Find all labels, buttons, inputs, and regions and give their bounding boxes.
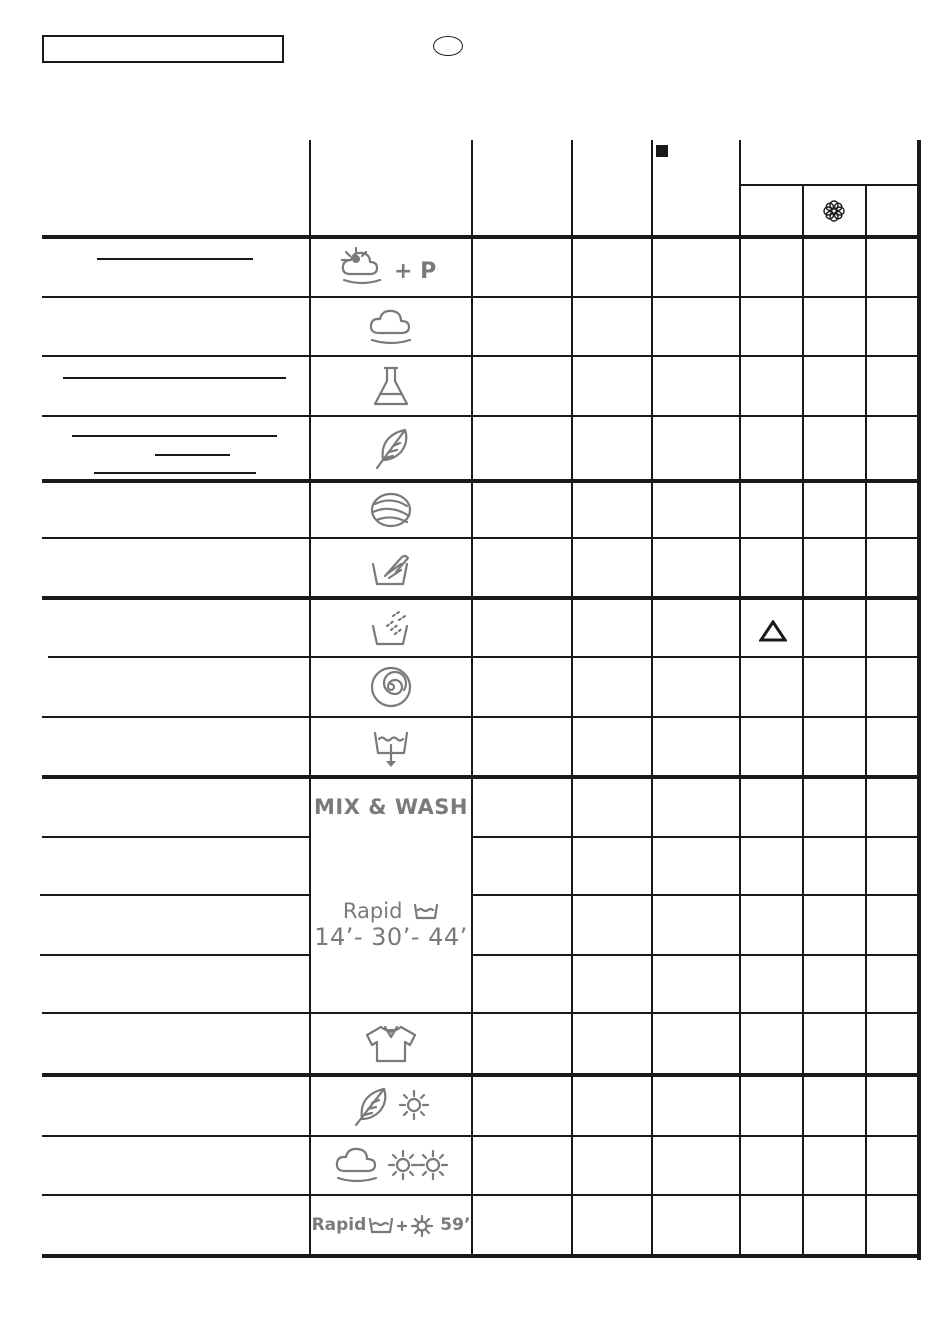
row-rule <box>42 836 310 838</box>
col-divider-5 <box>739 140 741 1255</box>
col-divider-4 <box>651 140 653 1255</box>
row-rule <box>42 716 920 718</box>
spiral-icon <box>310 658 472 716</box>
rapid-59-duration: 59’ <box>440 1215 471 1235</box>
flask-icon <box>310 357 472 415</box>
row-rule <box>42 296 920 298</box>
drain-icon <box>310 718 472 775</box>
rapid-59-symbol <box>310 1196 472 1254</box>
row-rule <box>42 537 920 539</box>
header-title-box <box>42 35 284 63</box>
row-rule <box>40 954 310 956</box>
header-bottom-rule <box>42 235 920 239</box>
rapid-durations: 14’- 30’- 44’ <box>314 923 468 951</box>
sun-cloud-p-icon <box>310 238 472 296</box>
col-divider-6 <box>802 185 804 1255</box>
label-underline <box>155 454 230 456</box>
shower-icon <box>310 599 472 656</box>
mix-and-wash-label <box>310 778 472 836</box>
rapid-59-text: Rapid <box>311 1215 367 1235</box>
label-underline <box>97 258 253 260</box>
section-rule-4 <box>42 1073 920 1077</box>
row-rule <box>42 1135 920 1137</box>
row-symbol-text: + P <box>394 259 437 284</box>
hand-wash-icon <box>310 539 472 596</box>
feather-icon <box>310 417 472 479</box>
triangle-warning-icon <box>759 620 787 642</box>
row-rule <box>42 1012 920 1014</box>
cloud-icon <box>310 298 472 355</box>
row-rule <box>471 894 920 896</box>
wool-icon <box>310 482 472 537</box>
table-right-border <box>917 140 921 1260</box>
row-rule <box>471 954 920 956</box>
label-underline <box>94 472 256 474</box>
tub-icon <box>413 902 439 920</box>
section-rule-1 <box>42 479 920 483</box>
row-rule <box>40 894 310 896</box>
header-subdivider <box>739 184 919 186</box>
rapid-text: Rapid <box>342 899 403 923</box>
row-rule <box>42 415 920 417</box>
row-rule <box>48 656 920 658</box>
cloud-two-suns-icon <box>310 1137 472 1194</box>
table-bottom-rule <box>42 1254 920 1258</box>
tub-plus-sun-icon <box>368 1214 438 1236</box>
shirt-icon <box>310 1014 472 1073</box>
black-square-icon <box>656 145 668 157</box>
section-rule-3 <box>42 775 920 779</box>
row-rule <box>42 355 920 357</box>
section-rule-2 <box>42 596 920 600</box>
row-rule <box>42 1194 920 1196</box>
flower-icon <box>822 199 846 223</box>
col-divider-7 <box>865 185 867 1255</box>
rapid-group-symbol <box>310 838 472 1012</box>
label-underline <box>63 377 286 379</box>
label-underline <box>72 435 277 437</box>
mix-and-wash-text: MIX & WASH <box>313 795 468 819</box>
language-badge <box>433 36 463 56</box>
row-rule <box>471 836 920 838</box>
col-divider-3 <box>571 140 573 1255</box>
feather-sun-icon <box>310 1076 472 1135</box>
